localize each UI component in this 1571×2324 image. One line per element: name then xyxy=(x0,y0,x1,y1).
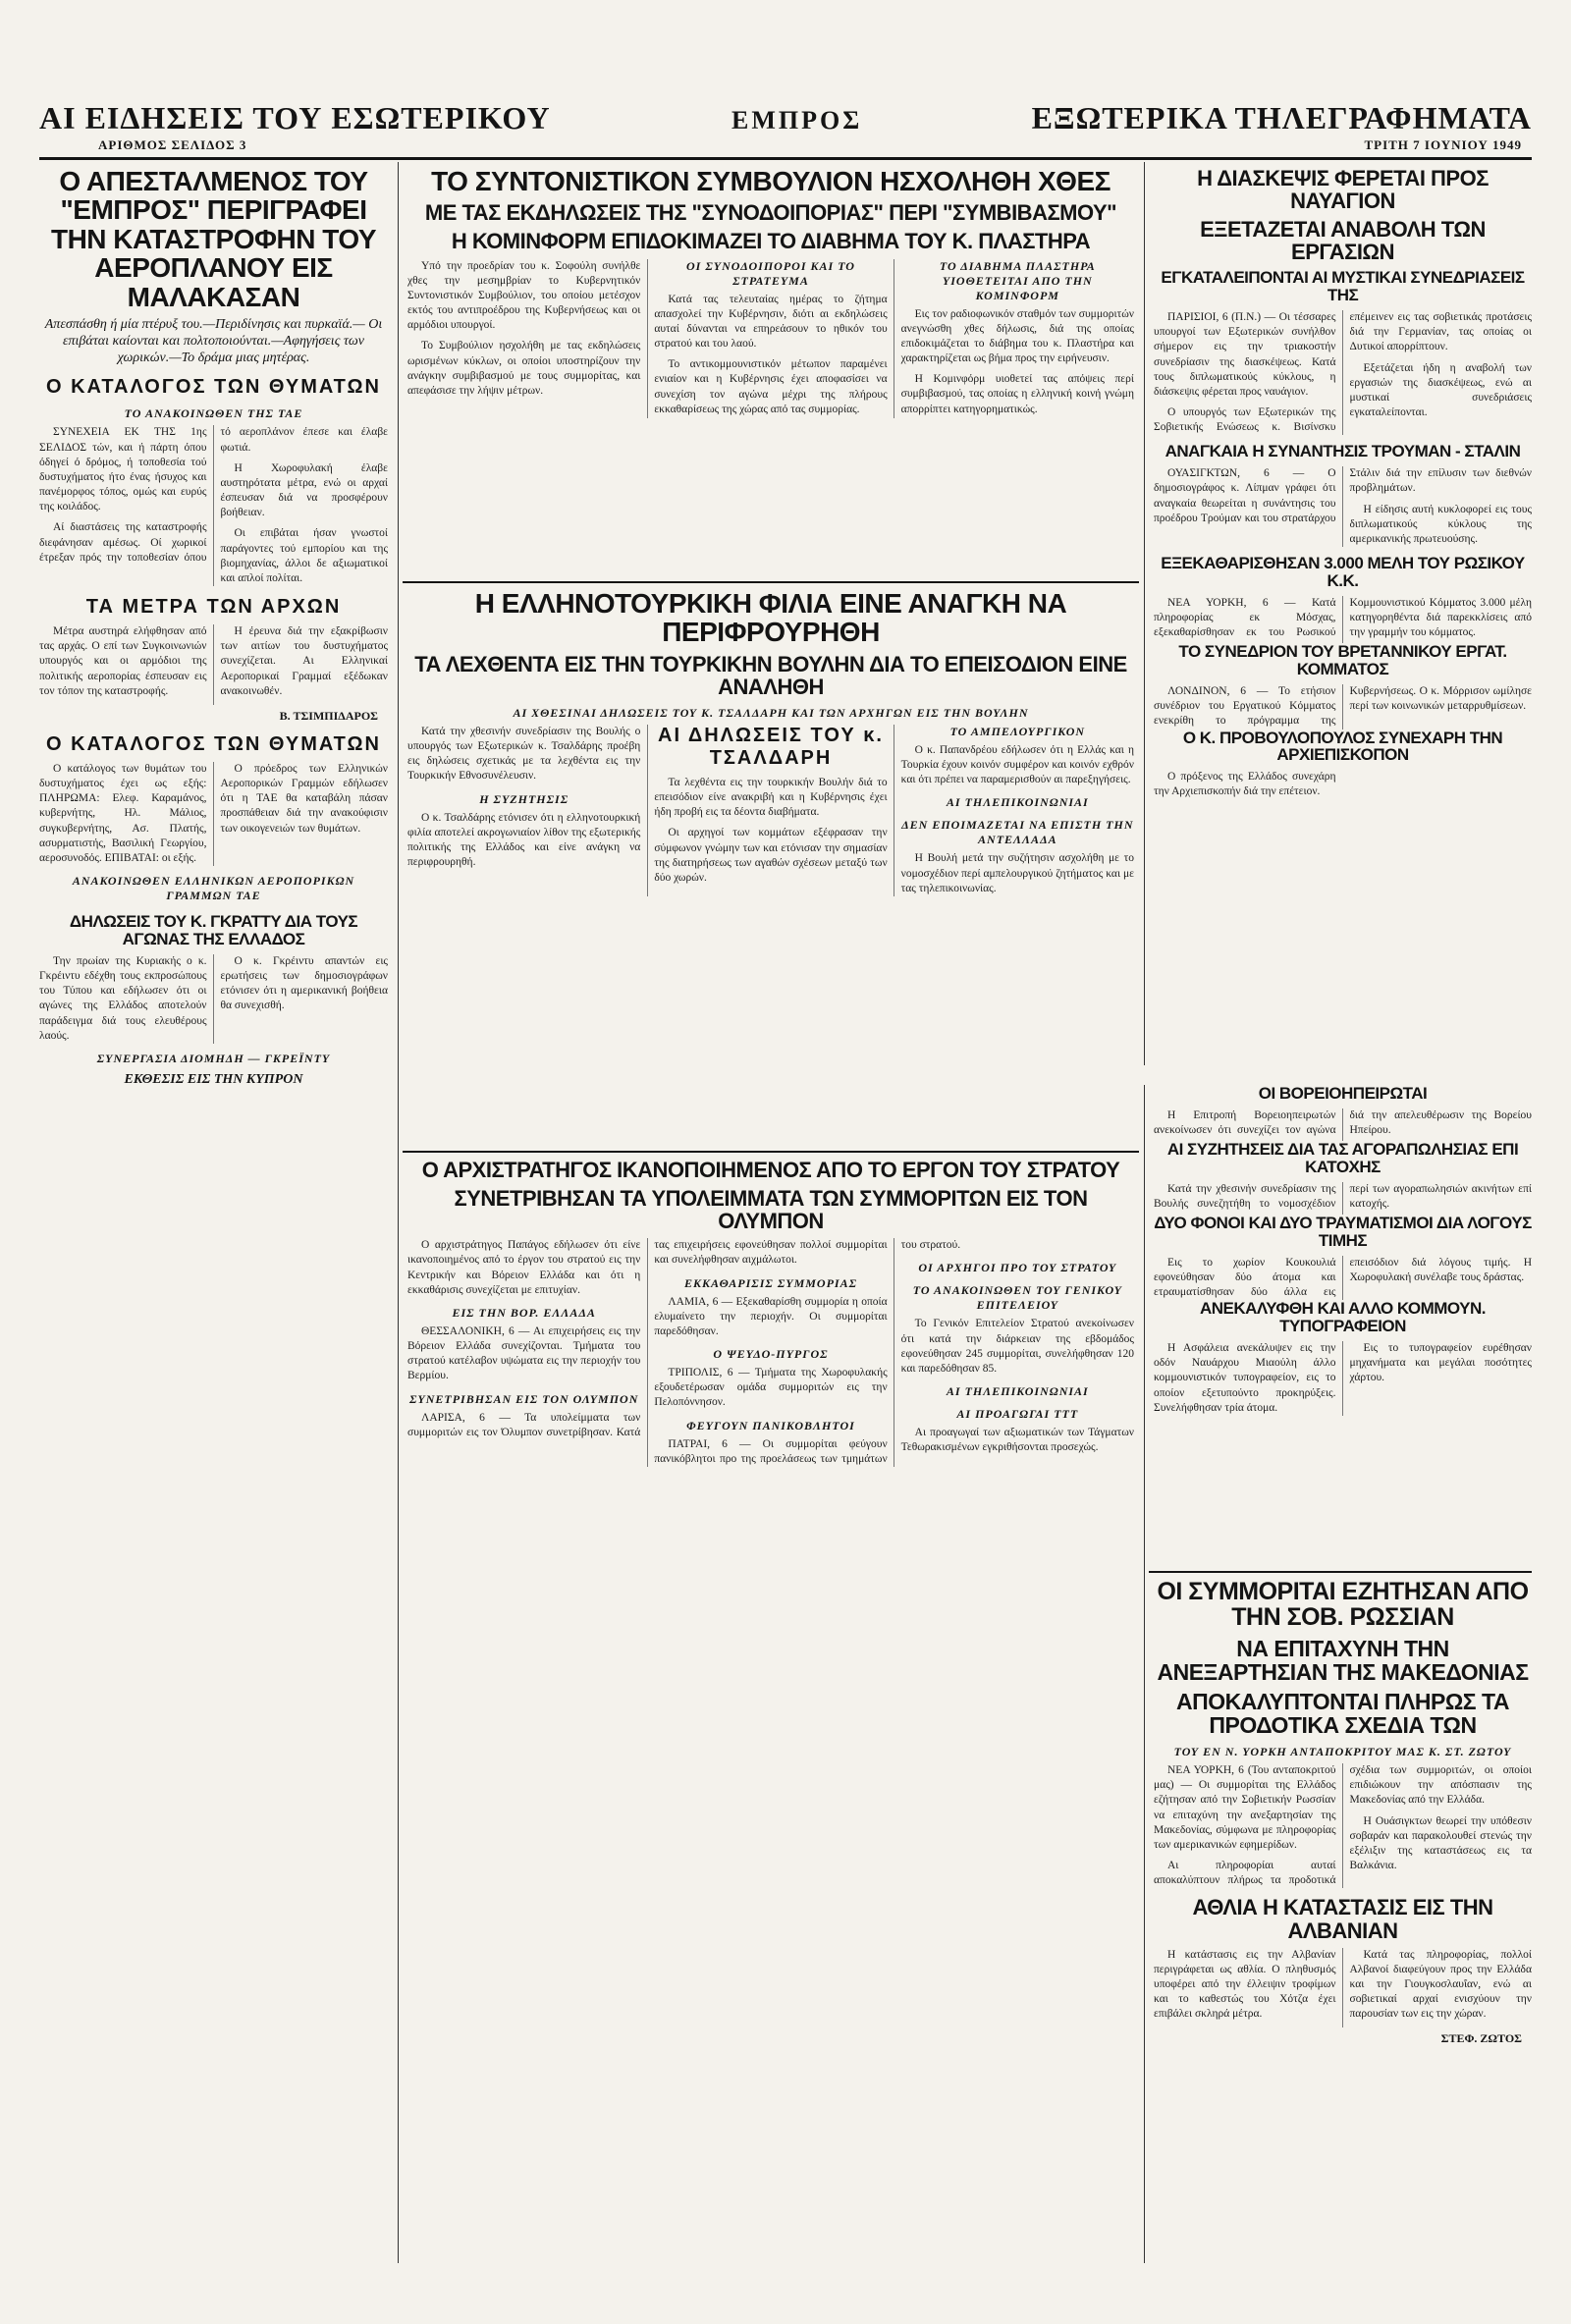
purge-headline: ΕΞΕΚΑΘΑΡΙΣΘΗΣΑΝ 3.000 ΜΕΛΗ ΤΟΥ ΡΩΣΙΚΟΥ Κ.Κ. xyxy=(1161,554,1525,590)
article-paragraph: Η Χωροφυλακή έλαβε αυστηρότατα μέτρα, ενώ οι αρχαί έσπευσαν διά να προσφέρουν βοήθειαν. xyxy=(220,461,388,519)
article-paragraph: Η Κομινφόρμ υιοθετεί τας απόψεις περί συμβιβασμού, τας οποίας η ελληνική κοινή γνώμη απορρίπτει κατηγορηματικώς. xyxy=(900,373,1134,415)
coordination-council-article xyxy=(407,167,1134,574)
plastiras-label: ΤΟ ΔΙΑΒΗΜΑ ΠΛΑΣΤΗΡΑ ΥΙΟΘΕΤΕΙΤΑΙ ΑΠΟ ΤΗΝ ΚΟΜΙΝΦΟΡΜ xyxy=(939,258,1096,302)
article-paragraph: Ο πρόξενος της Ελλάδος συνεχάρη την Αρχιεπισκοπήν διά την επέτειον. xyxy=(1154,771,1336,798)
section-title-domestic: ΑΙ ΕΙΔΗΣΕΙΣ ΤΟΥ ΕΣΩΤΕΡΙΚΟΥ xyxy=(39,100,551,135)
pseudo-tower-label: Ο ΨΕΥΔΟ-ΠΥΡΓΟΣ xyxy=(713,1347,829,1362)
article-paragraph: ΟΥΑΣΙΓΚΤΩΝ, 6 — Ο δημοσιογράφος κ. Λίπμαν γράφει ότι αναγκαία θεωρείται η συνάντησις του προέδρου Τρούμαν και του στρατάρχου Στάλιν διά την επίλυσιν των διεθνών προβλημάτων. xyxy=(1154,467,1532,524)
occupation-sales-headline: ΑΙ ΣΥΖΗΤΗΣΕΙΣ ΔΙΑ ΤΑΣ ΑΓΟΡΑΠΩΛΗΣΙΑΣ ΕΠΙ ΚΑΤΟΧΗΣ xyxy=(1166,1140,1519,1177)
page-number: ΑΡΙΘΜΟΣ ΣΕΛΙΔΟΣ 3 xyxy=(98,137,247,152)
section-divider xyxy=(1149,1571,1532,1573)
article-paragraph: Οι επιβάται ήσαν γνωστοί παράγοντες τού εμπορίου και της βιομηχανίας, άλλοι δε αξιωματικοί και απλοί πολίται. xyxy=(220,527,388,584)
article-paragraph: ΛΑΜΙΑ, 6 — Εξεκαθαρίσθη συμμορία η οποία ελυμαίνετο την περιοχήν. Οι συμμορίται παρεδόθησαν. xyxy=(654,1295,888,1337)
archbishopric-headline: Ο Κ. ΠΡΟΒΟΥΛΟΠΟΥΛΟΣ ΣΥΝΕΧΑΡΗ ΤΗΝ ΑΡΧΙΕΠΙΣΚΟΠΟΝ xyxy=(1182,728,1503,765)
article-paragraph: Κατά τας τελευταίας ημέρας το ζήτημα απασχολεί την Κυβέρνησιν, διότι αι εκδηλώσεις αυταί δύνανται να επηρεάσουν το ηθικόν του στρατού και του λαού. xyxy=(654,293,888,351)
article-paragraph: Το Συμβούλιον ησχολήθη με τας εκδηλώσεις ωρισμένων κύκλων, οι οποίοι υποστηρίζουν την ανάγκην συμβιβασμού με τους συμμορίτας, και απεφάσισε την λήψιν μέτρων. xyxy=(407,340,641,397)
northern-greece-label: ΕΙΣ ΤΗΝ ΒΟΡ. ΕΛΛΑΔΑ xyxy=(452,1305,596,1320)
turkish-parliament-subhead: ΤΑ ΛΕΧΘΕΝΤΑ ΕΙΣ ΤΗΝ ΤΟΥΡΚΙΚΗΝ ΒΟΥΛΗΝ ΔΙΑ ΤΟ ΕΠΕΙΣΟΔΙΟΝ ΕΙΝΕ ΑΝΑΛΗΘΗ xyxy=(414,651,1127,699)
article-paragraph: Η έρευνα διά την εξακρίβωσιν των αιτίων του δυστυχήματος συνεχίζεται. Αι Ελληνικαί Αεροπορικαί Γραμμαί εξέδωκαν ανακοινωθέν. xyxy=(220,625,388,697)
victims-list-title-2: Ο ΚΑΤΑΛΟΓΟΣ ΤΩΝ ΘΥΜΑΤΩΝ xyxy=(45,732,382,755)
article-paragraph: Ο αρχιστράτηγος Παπάγος εδήλωσεν ότι είνε ικανοποιημένος από το έργον του στρατού εις την Κεντρικήν και Βόρειον Ελλάδα και ότι η εκκαθάρισις συνεχίζεται με επιτυχίαν. xyxy=(407,1239,641,1296)
article-paragraph: Το Γενικόν Επιτελείον Στρατού ανεκοίνωσεν ότι κατά την διάρκειαν της εβδομάδος εφονεύθησαν 245 συμμορίται, συνελήφθησαν 120 και παρεδόθησαν 85. xyxy=(900,1318,1134,1375)
article-paragraph: ΠΑΡΙΣΙΟΙ, 6 (Π.Ν.) — Οι τέσσαρες υπουργοί των Εξωτερικών συνήλθον σήμερον εις την τριακοστήν συνεδρίασιν της διασκέψεως. Κατά τους διπλωματικούς κύκλους, η διάσκεψις φέρεται προς ναυάγιον. xyxy=(1154,311,1336,398)
olympus-subhead: ΣΥΝΕΤΡΙΒΗΣΑΝ ΤΑ ΥΠΟΛΕΙΜΜΑΤΑ ΤΩΝ ΣΥΜΜΟΡΙΤΩΝ ΕΙΣ ΤΟΝ ΟΛΥΜΠΟΝ xyxy=(454,1186,1088,1234)
telecom-label: ΑΙ ΤΗΛΕΠΙΚΟΙΝΩΝΙΑΙ xyxy=(946,795,1089,810)
article-paragraph: Ο κ. Γκρέιντυ απαντών εις ερωτήσεις των δημοσιογράφων ετόνισεν ότι η αμερικανική βοήθεια θα συνεχισθή. xyxy=(220,954,388,1012)
authority-measures-title: ΤΑ ΜΕΤΡΑ ΤΩΝ ΑΡΧΩΝ xyxy=(85,596,342,619)
correspondent-byline: ΤΟΥ ΕΝ Ν. ΥΟΡΚΗ ΑΝΤΑΠΟΚΡΙΤΟΥ ΜΑΣ Κ. ΣΤ. ΖΩΤΟΥ xyxy=(1173,1745,1512,1759)
greek-turkish-article xyxy=(407,589,1134,1139)
printing-press-headline: ΑΝΕΚΑΛΥΦΘΗ ΚΑΙ ΑΛΛΟ ΚΟΜΜΟΥΝ. ΤΥΠΟΓΡΑΦΕΙΟΝ xyxy=(1199,1299,1487,1336)
article-paragraph: Ο κατάλογος των θυμάτων του δυστυχήματος έχει ως εξής: ΠΛΗΡΩΜΑ: Ελεφ. Καραμάνος, κυβερνήτης, Ηλ. Μάλιος, συγκυβερνήτης, Ασ. Πλατής, ασυρματιστής, Βασιλική Γεωργίου, αεροσυνοδός. ΕΠΙΒΑΤΑΙ: οι εξής. xyxy=(39,762,207,864)
commander-headline: Ο ΑΡΧΙΣΤΡΑΤΗΓΟΣ ΙΚΑΝΟΠΟΙΗΜΕΝΟΣ ΑΠΟ ΤΟ ΕΡΓΟΝ ΤΟΥ ΣΤΡΑΤΟΥ xyxy=(421,1159,1120,1182)
article-paragraph: Ο πρόεδρος των Ελληνικών Αεροπορικών Γραμμών εδήλωσεν ότι η ΤΑΕ θα καταβάλη πάσαν προσπάθειαν διά την ανακούφισιν των οικογενειών των θυμάτων. xyxy=(220,762,388,835)
article-paragraph: Κατά την χθεσινήν συνεδρίασιν της Βουλής συνεζητήθη το νομοσχέδιον περί των αγοραπωλησιών ακινήτων επί κατοχής. xyxy=(1154,1182,1532,1211)
albania-headline: ΑΘΛΙΑ Η ΚΑΤΑΣΤΑΣΙΣ ΕΙΣ ΤΗΝ ΑΛΒΑΝΙΑΝ xyxy=(1192,1895,1493,1943)
army-article xyxy=(407,1159,1134,2263)
band-cleanup-label: ΕΚΚΑΘΑΡΙΣΙΣ ΣΥΜΜΟΡΙΑΣ xyxy=(683,1275,858,1290)
article-paragraph: ΣΥΝΕΧΕΙΑ ΕΚ ΤΗΣ 1ης ΣΕΛΙΔΟΣ τών, και ή πάρτη όπου όδηγεί ό δρόμος, ή τοποθεσία τού δυστυχήματος ήτο ένας ήσυχος και πανέμορφος τόπος, ομώς και ευρύς της κοιλάδος. xyxy=(39,426,207,513)
tae-note-title: ΑΝΑΚΟΙΝΩΘΕΝ ΕΛΛΗΝΙΚΩΝ ΑΕΡΟΠΟΡΙΚΩΝ ΓΡΑΜΜΩΝ ΤΑΕ xyxy=(72,874,355,903)
northern-epirots-headline: ΟΙ ΒΟΡΕΙΟΗΠΕΙΡΩΤΑΙ xyxy=(1258,1085,1428,1103)
section-title-foreign: ΕΞΩΤΕΡΙΚΑ ΤΗΛΕΓΡΑΦΗΜΑΤΑ xyxy=(1031,100,1532,135)
article-paragraph: Ο κ. Τσαλδάρης ετόνισεν ότι η ελληνοτουρκική φιλία αποτελεί ακρογωνιαίον λίθον της εξωτερικής πολιτικής της Ελλάδος και είνε ανάγκη να περιφρουρηθή. xyxy=(407,811,641,869)
leaders-label: ΟΙ ΑΡΧΗΓΟΙ ΠΡΟ ΤΟΥ ΣΤΡΑΤΟΥ xyxy=(918,1261,1117,1275)
fellow-travellers-label: ΟΙ ΣΥΝΟΔΟΙΠΟΡΟΙ ΚΑΙ ΤΟ ΣΤΡΑΤΕΥΜΑ xyxy=(686,258,855,288)
conference-headline: Η ΔΙΑΣΚΕΨΙΣ ΦΕΡΕΤΑΙ ΠΡΟΣ ΝΑΥΑΓΙΟΝ xyxy=(1197,167,1489,214)
article-paragraph: Η Βουλή μετά την συζήτησιν ασχολήθη με το νομοσχέδιον περί αμπελουργικού ζητήματος και με τας τηλεπικοινωνίας. xyxy=(900,852,1134,894)
article-paragraph: Εξετάζεται ήδη η αναβολή των εργασιών της διασκέψεως, ενώ αι μυστικαί συνεδριάσεις εγκαταλείπονται. xyxy=(1349,361,1532,419)
section-divider xyxy=(403,581,1139,583)
article-paragraph: ΛΟΝΔΙΝΟΝ, 6 — Το ετήσιον συνέδριον του Εργατικού Κόμματος ενεκρίθη το πρόγραμμα της Κυβερνήσεως. Ο κ. Μόρρισον ωμίλησε περί των κοινωνικών μεταρρυθμίσεων. xyxy=(1154,685,1532,728)
article-paragraph: ΛΑΡΙΣΑ, 6 — Τα υπολείμματα των συμμοριτών εις τον Όλυμπον συνετρίβησαν. Κατά τας επιχειρήσεις εφονεύθησαν πολλοί συμμορίται και συνελήφθησαν αιχμάλωτοι. xyxy=(407,1239,888,1438)
olympus-label: ΣΥΝΕΤΡΙΒΗΣΑΝ ΕΙΣ ΤΟΝ ΟΛΥΜΠΟΝ xyxy=(408,1391,639,1406)
cyprus-report-label: ΕΚΘΕΣΙΣ ΕΙΣ ΤΗΝ ΚΥΠΡΟΝ xyxy=(124,1071,303,1087)
article-paragraph: Η είδησις αυτή κυκλοφορεί εις τους διπλωματικούς κύκλους της αμερικανικής πρωτευούσης. xyxy=(1349,503,1532,545)
article-paragraph: Την πρωίαν της Κυριακής ο κ. Γκρέιντυ εδέχθη τους εκπροσώπους του Τύπου και εδήλωσεν ότι οι αγώνες της Ελλάδος αποτελούν παράδειγμα διά τους ελευθέρους λαούς. xyxy=(39,954,207,1042)
pamphlet-label: ΔΕΝ ΕΠΟΙΜΑΖΕΤΑΙ ΝΑ ΕΠΙΣΤΗ ΤΗΝ ΑΝΤΕΛΛΑΔΑ xyxy=(901,818,1134,847)
macedonia-independence-subhead: ΝΑ ΕΠΙΤΑΧΥΝΗ ΤΗΝ ΑΝΕΞΑΡΤΗΣΙΑΝ ΤΗΣ ΜΑΚΕΔΟΝΙΑΣ xyxy=(1157,1635,1529,1685)
plane-crash-subhead: Απεσπάσθη ή μία πτέρυξ του.—Περιδίνησις και πυρκαϊά.— Οι επιβάται καίονται και πολτοποιούνται.—Αφηγήσεις των χωρικών.—Το δράμα μιας μητέρας. xyxy=(44,316,383,365)
author-signature: ΣΤΕΦ. ΖΩΤΟΣ xyxy=(1440,2031,1522,2046)
article-paragraph: Ο υπουργός των Εξωτερικών της Σοβιετικής Ενώσεως κ. Βισίνσκυ επέμεινεν εις τας σοβιετικάς προτάσεις διά την Γερμανίαν, τας οποίας οι Δυτικοί απορρίπτουν. xyxy=(1154,311,1532,434)
telecom-label-2: ΑΙ ΤΗΛΕΠΙΚΟΙΝΩΝΙΑΙ xyxy=(946,1384,1089,1399)
article-paragraph: Κατά την χθεσινήν συνεδρίασιν της Βουλής ο υπουργός των Εξωτερικών κ. Τσαλδάρης προέβη εις δηλώσεις σχετικάς με τα λεχθέντα εις την Τουρκικήν Εθνοσυνέλευσιν. xyxy=(407,725,641,783)
article-paragraph: Τα λεχθέντα εις την τουρκικήν Βουλήν διά το επεισόδιον είνε ανακριβή και η Κυβέρνησις έχει ήδη προβή εις τα δέοντα διαβήματα. xyxy=(654,776,888,819)
tae-announcement-label: ΤΟ ΑΝΑΚΟΙΝΩΘΕΝ ΤΗΣ ΤΑΕ xyxy=(124,406,303,421)
article-paragraph: Εις το τυπογραφείον ευρέθησαν μηχανήματα και μεγάλαι ποσότητες χάρτου. xyxy=(1349,1342,1532,1384)
column-rule xyxy=(1144,162,1145,1065)
soviet-request-headline: ΟΙ ΣΥΜΜΟΡΙΤΑΙ ΕΖΗΤΗΣΑΝ ΑΠΟ ΤΗΝ ΣΟΒ. ΡΩΣΣΙΑΝ xyxy=(1157,1579,1529,1632)
macedonia-article xyxy=(1154,1579,1532,2263)
cooperation-label: ΣΥΝΕΡΓΑΣΙΑ ΔΙΟΜΗΔΗ — ΓΚΡΕΪΝΤΥ xyxy=(96,1051,331,1065)
article-paragraph: Ο κ. Παπανδρέου εδήλωσεν ότι η Ελλάς και η Τουρκία έχουν κοινόν συμφέρον και κοινόν εχθρόν και ότι πρέπει να παραμερισθούν αι παρεξηγήσεις. xyxy=(900,743,1134,786)
honor-killings-headline: ΔΥΟ ΦΟΝΟΙ ΚΑΙ ΔΥΟ ΤΡΑΥΜΑΤΙΣΜΟΙ ΔΙΑ ΛΟΓΟΥΣ ΤΙΜΗΣ xyxy=(1154,1214,1532,1251)
section-divider xyxy=(403,1151,1139,1153)
grady-statements-headline: ΔΗΛΩΣΕΙΣ ΤΟΥ Κ. ΓΚΡΑΤΤΥ ΔΙΑ ΤΟΥΣ ΑΓΩΝΑΣ ΤΗΣ ΕΛΛΑΔΟΣ xyxy=(69,912,358,948)
article-paragraph: Αί διαστάσεις της καταστροφής διεφάνησαν αμέσως. Οί χωρικοί έτρεξαν πρός την τοποθεσίαν όπου τό αεροπλάνον έπεσε και έλαβε φωτιά. xyxy=(39,426,388,564)
column-rule xyxy=(1144,1085,1145,2263)
greek-turkish-headline: Η ΕΛΛΗΝΟΤΟΥΡΚΙΚΗ ΦΙΛΙΑ ΕΙΝΕ ΑΝΑΓΚΗ ΝΑ ΠΕΡΙΦΡΟΥΡΗΘΗ xyxy=(474,589,1067,648)
promotions-label: ΑΙ ΠΡΟΑΓΩΓΑΙ ΤΤΤ xyxy=(956,1407,1079,1422)
article-paragraph: Κατά τας πληροφορίας, πολλοί Αλβανοί διαφεύγουν προς την Ελλάδα και την Γιουγκοσλαυΐαν, ενώ αι σοβιετικαί αρχαί ενισχύουν την παρουσίαν των εις την χώραν. xyxy=(1349,1948,1532,2021)
general-staff-label: ΤΟ ΑΝΑΚΟΙΝΩΘΕΝ ΤΟΥ ΓΕΝΙΚΟΥ ΕΠΙΤΕΛΕΙΟΥ xyxy=(912,1283,1122,1313)
labour-congress-headline: ΤΟ ΣΥΝΕΔΡΙΟΝ ΤΟΥ ΒΡΕΤΑΝΝΙΚΟΥ ΕΡΓΑΤ. ΚΟΜΜΑΤΟΣ xyxy=(1178,642,1507,679)
author-signature: Β. ΤΣΙΜΠΙΔΑΡΟΣ xyxy=(279,708,378,723)
right-column-lower xyxy=(1154,1085,1532,1561)
truman-stalin-headline: ΑΝΑΓΚΑΙΑ Η ΣΥΝΑΝΤΗΣΙΣ ΤΡΟΥΜΑΝ - ΣΤΑΛΙΝ xyxy=(1165,442,1521,461)
discussion-label: Η ΣΥΖΗΤΗΣΙΣ xyxy=(479,791,569,806)
newspaper-name: ΕΜΠΡΟΣ xyxy=(731,106,863,135)
article-paragraph: Το αντικομμουνιστικόν μέτωπον παραμένει ενιαίον και η Κυβέρνησις έχει αποφασίσει να συνεχίση τον αγώνα μέχρι της πλήρους εκκαθαρίσεως της χώρας από τας συμμορίας. xyxy=(654,358,888,415)
victims-list-title: Ο ΚΑΤΑΛΟΓΟΣ ΤΩΝ ΘΥΜΑΤΩΝ xyxy=(45,376,382,399)
compromise-subheadline: ΜΕ ΤΑΣ ΕΚΔΗΛΩΣΕΙΣ ΤΗΣ "ΣΥΝΟΔΟΙΠΟΡΙΑΣ" ΠΕΡΙ "ΣΥΜΒΙΒΑΣΜΟΥ" xyxy=(424,200,1117,226)
cominform-subheadline: Η ΚΟΜΙΝΦΟΡΜ ΕΠΙΔΟΚΙΜΑΖΕΙ ΤΟ ΔΙΑΒΗΜΑ ΤΟΥ Κ. ΠΛΑΣΤΗΡΑ xyxy=(451,229,1091,254)
article-paragraph: Η Ουάσιγκτων θεωρεί την υπόθεσιν σοβαράν και παρακολουθεί στενώς την εξέλιξιν της καταστάσεως εις τα Βαλκάνια. xyxy=(1349,1814,1532,1872)
article-paragraph: Εις το χωρίον Κουκουλιά εφονεύθησαν δύο άτομα και ετραυματίσθησαν δύο άλλα εις επεισόδιον διά λόγους τιμής. Η Χωροφυλακή συνέλαβε τους δράστας. xyxy=(1154,1256,1532,1299)
masthead xyxy=(39,59,1532,160)
article-paragraph: Η Ασφάλεια ανεκάλυψεν εις την οδόν Ναυάρχου Μιαούλη άλλο κομμουνιστικόν τυπογραφείον, εις το οποίον εξετυπούντο προκηρύξεις. Συνελήφθησαν τρία άτομα. xyxy=(1154,1342,1336,1414)
article-paragraph: Εις τον ραδιοφωνικόν σταθμόν των συμμοριτών ανεγνώσθη χθες δήλωσις, διά της οποίας επιδοκιμάζεται το διάβημα του κ. Πλαστήρα και χαρακτηρίζεται ως βήμα προς την ειρήνευσιν. xyxy=(900,307,1134,365)
article-paragraph: Μέτρα αυστηρά ελήφθησαν από τας αρχάς. Ο επί των Συγκοινωνιών υπουργός και οι αρμόδιοι της πολιτικής αεροπορίας έσπευσαν εις τον τόπον της καταστροφής. xyxy=(39,625,207,697)
coordination-council-headline: ΤΟ ΣΥΝΤΟΝΙΣΤΙΚΟΝ ΣΥΜΒΟΥΛΙΟΝ ΗΣΧΟΛΗΘΗ ΧΘΕΣ xyxy=(431,167,1111,196)
article-paragraph: Η Επιτροπή Βορειοηπειρωτών ανεκοίνωσεν ότι συνεχίζει τον αγώνα διά την απελευθέρωσιν της Βορείου Ηπείρου. xyxy=(1154,1108,1532,1137)
article-paragraph: ΤΡΙΠΟΛΙΣ, 6 — Τμήματα της Χωροφυλακής εξουδετέρωσαν ομάδα συμμοριτών εις την Πελοπόννησον. xyxy=(654,1367,888,1409)
left-column xyxy=(39,167,388,2263)
vineyard-label: ΤΟ ΑΜΠΕΛΟΥΡΓΙΚΟΝ xyxy=(949,724,1086,738)
tsaldaris-headline: ΑΙ ΔΗΛΩΣΕΙΣ ΤΟΥ κ. ΤΣΑΛΔΑΡΗ xyxy=(658,724,884,769)
article-paragraph: ΝΕΑ ΥΟΡΚΗ, 6 — Κατά πληροφορίας εκ Μόσχας, εξεκαθαρίσθησαν εκ του Ρωσικού Κομμουνιστικού Κόμματος 3.000 μέλη κατηγορηθέντα διά παρεκκλίσεις από την γραμμήν του κόμματος. xyxy=(1154,596,1532,639)
article-paragraph: ΠΑΤΡΑΙ, 6 — Οι συμμορίται φεύγουν πανικόβλητοι προ της προελάσεως των τμημάτων του στρατού. xyxy=(654,1239,961,1465)
right-column-top xyxy=(1154,167,1532,1065)
article-paragraph: Η κατάστασις εις την Αλβανίαν περιγράφεται ως αθλία. Ο πληθυσμός υποφέρει από την έλλειψιν τροφίμων και το καθεστώς του Χότζα έχει επιβάλει σκληρά μέτρα. xyxy=(1154,1948,1336,2021)
fleeing-label: ΦΕΥΓΟΥΝ ΠΑΝΙΚΟΒΛΗΤΟΙ xyxy=(686,1418,855,1432)
postponement-subhead: ΕΞΕΤΑΖΕΤΑΙ ΑΝΑΒΟΛΗ ΤΩΝ ΕΡΓΑΣΙΩΝ xyxy=(1200,217,1486,265)
article-paragraph: Αι προαγωγαί των αξιωματικών των Τάγματων Τεθωρακισμένων εγκριθήσονται προσεχώς. xyxy=(900,1427,1134,1454)
plane-crash-headline: Ο ΑΠΕΣΤΑΛΜΕΝΟΣ ΤΟΥ "ΕΜΠΡΟΣ" ΠΕΡΙΓΡΑΦΕΙ ΤΗΝ ΚΑΤΑΣΤΡΟΦΗΝ ΤΟΥ ΑΕΡΟΠΛΑΝΟΥ ΕΙΣ ΜΑΛΑΚΑΣΑΝ xyxy=(50,167,377,312)
article-paragraph: ΘΕΣΣΑΛΟΝΙΚΗ, 6 — Αι επιχειρήσεις εις την Βόρειον Ελλάδα συνεχίζονται. Τμήματα του στρατού κατέλαβον υψώματα εις την περιοχήν του Βερμίου. xyxy=(407,1324,641,1382)
tsaldaris-statements-label: ΑΙ ΧΘΕΣΙΝΑΙ ΔΗΛΩΣΕΙΣ ΤΟΥ Κ. ΤΣΑΛΔΑΡΗ ΚΑΙ ΤΩΝ ΑΡΧΗΓΩΝ ΕΙΣ ΤΗΝ ΒΟΥΛΗΝ xyxy=(513,705,1029,720)
column-rule xyxy=(398,162,399,2263)
secret-sessions-subhead: ΕΓΚΑΤΑΛΕΙΠΟΝΤΑΙ ΑΙ ΜΥΣΤΙΚΑΙ ΣΥΝΕΔΡΙΑΣΕΙΣ ΤΗΣ xyxy=(1161,268,1525,305)
article-paragraph: Υπό την προεδρίαν του κ. Σοφούλη συνήλθε χθες την μεσημβρίαν το Κυβερνητικόν Συντονιστικόν Συμβούλιον, του οποίου μετέσχον εκτός του αντιπροέδρου της Κυβερνήσεως και οι αρμόδιοι υπουργοί. xyxy=(407,259,641,332)
article-paragraph: Οι αρχηγοί των κομμάτων εξέφρασαν την σύμφωνον γνώμην των και ετόνισαν την σημασίαν της διατηρήσεως των αγαθών σχέσεων μεταξύ των δύο χωρών. xyxy=(654,827,888,884)
article-paragraph: ΝΕΑ ΥΟΡΚΗ, 6 (Του ανταποκριτού μας) — Οι συμμορίται της Ελλάδος εζήτησαν από την Σοβιετικήν Ρωσσίαν να επιταχύνη την ανεξαρτησίαν της Μακεδονίας, σύμφωνα με πληροφορίας των αμερικανικών εφημερίδων. xyxy=(1154,1764,1336,1851)
treasonous-plans-subhead: ΑΠΟΚΑΛΥΠΤΟΝΤΑΙ ΠΛΗΡΩΣ ΤΑ ΠΡΟΔΟΤΙΚΑ ΣΧΕΔΙΑ ΤΩΝ xyxy=(1176,1688,1509,1738)
issue-date: ΤΡΙΤΗ 7 ΙΟΥΝΙΟΥ 1949 xyxy=(1364,137,1522,152)
article-paragraph: Αι πληροφορίαι αυταί αποκαλύπτουν πλήρως τα προδοτικά σχέδια των συμμοριτών, οι οποίοι επιδιώκουν την απόσπασιν της Μακεδονίας από την Ελλάδα. xyxy=(1154,1764,1532,1887)
